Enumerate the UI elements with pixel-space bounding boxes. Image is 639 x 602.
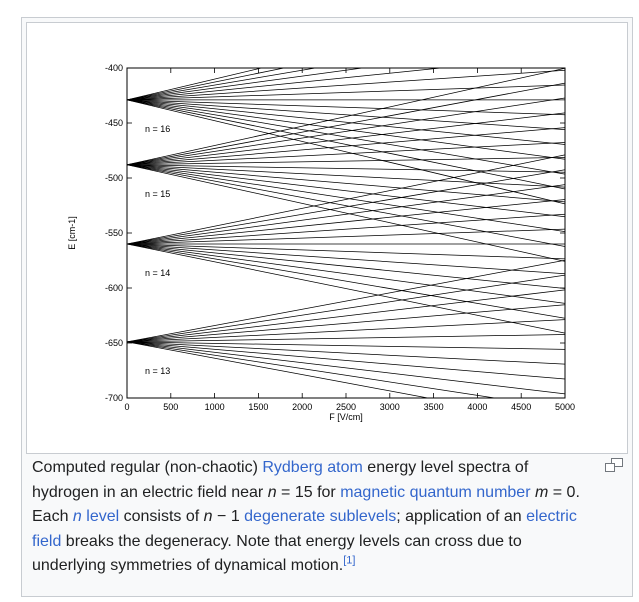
level-line (127, 185, 565, 244)
y-tick-label: -400 (104, 63, 123, 73)
magnify-icon[interactable] (605, 458, 623, 472)
manifold-label: n = 15 (145, 188, 171, 199)
level-line (127, 275, 565, 342)
x-tick-label: 2000 (292, 402, 313, 412)
magnetic-quantum-number-link[interactable]: magnetic quantum number (340, 483, 531, 501)
level-line (127, 100, 565, 174)
caption-italic: m (534, 483, 549, 501)
x-tick-label: 2500 (335, 402, 357, 412)
link-text: level (81, 508, 120, 525)
manifold-13 (127, 260, 565, 423)
level-line (127, 23, 565, 100)
y-tick-label: -650 (104, 338, 123, 348)
level-line (127, 260, 565, 342)
manifold-15 (127, 68, 565, 261)
x-axis-label: F [V/cm] (329, 412, 363, 422)
x-tick-label: 3500 (423, 402, 444, 412)
level-line (127, 214, 565, 244)
y-tick-label: -600 (104, 283, 123, 293)
electric-field-link[interactable]: electric field (32, 508, 577, 550)
caption-text: ; application of an (396, 508, 527, 525)
level-line (127, 342, 565, 409)
caption-text: Computed regular (non-chaotic) (32, 459, 263, 476)
x-tick-label: 500 (163, 402, 179, 412)
manifold-label: n = 13 (145, 365, 171, 376)
level-line (127, 165, 565, 247)
reference-link[interactable]: [1] (343, 554, 356, 567)
level-line (127, 244, 565, 303)
level-line (127, 170, 565, 244)
level-line (127, 98, 565, 165)
level-line (127, 113, 565, 165)
level-line (127, 55, 565, 100)
caption-text: breaks the degeneracy. Note that energy levels can cross due to underlying symmetries of dynamical motion. (32, 532, 522, 574)
level-line (127, 26, 565, 100)
figure-caption (32, 456, 598, 579)
caption-text: consists of (119, 508, 204, 525)
level-line (127, 244, 565, 318)
manifold-label: n = 16 (145, 123, 171, 134)
level-line (127, 244, 565, 333)
manifold-label: n = 14 (145, 268, 171, 278)
level-line (127, 100, 565, 204)
level-line (127, 100, 565, 145)
level-line (127, 100, 565, 130)
x-tick-label: 4000 (467, 402, 488, 412)
level-line (127, 244, 565, 259)
level-line (127, 23, 565, 100)
x-tick-label: 4500 (511, 402, 532, 412)
x-tick-label: 0 (124, 402, 130, 412)
level-line (127, 165, 565, 262)
degenerate-sublevels-link[interactable]: degenerate sublevels (244, 508, 397, 525)
y-tick-label: -550 (104, 228, 123, 238)
caption-text: energy level spectra of hydrogen in an electric field near (32, 459, 529, 501)
caption-text: = 15 for (276, 483, 341, 501)
x-tick-label: 3000 (379, 402, 400, 412)
level-line (127, 85, 565, 100)
x-tick-label: 5000 (554, 402, 576, 412)
y-axis-label: E [cm-1] (67, 216, 77, 250)
caption-italic: n (203, 508, 213, 525)
level-line (127, 244, 565, 289)
caption-italic: n (267, 483, 277, 501)
stark-map-chart (27, 23, 627, 453)
x-tick-label: 1500 (248, 402, 269, 412)
x-tick-label: 1000 (204, 402, 225, 412)
y-tick-label: -500 (104, 173, 123, 183)
level-line (127, 229, 565, 244)
caption-text: = 0. Each (32, 483, 580, 525)
level-line (127, 290, 565, 342)
level-line (127, 165, 565, 217)
caption-text: − 1 (212, 508, 245, 525)
y-tick-label: -700 (104, 393, 123, 403)
manifold-14 (127, 155, 565, 333)
plot-area (127, 23, 565, 424)
level-line (127, 244, 565, 274)
rydberg-atom-link[interactable]: Rydberg atom (262, 459, 363, 476)
n-level-link[interactable] (73, 508, 119, 525)
level-line (127, 100, 565, 115)
figure-frame (21, 17, 633, 597)
level-line (127, 342, 565, 394)
figure-image[interactable] (26, 22, 628, 454)
y-tick-label: -450 (104, 118, 123, 128)
caption-italic: n (72, 508, 82, 525)
